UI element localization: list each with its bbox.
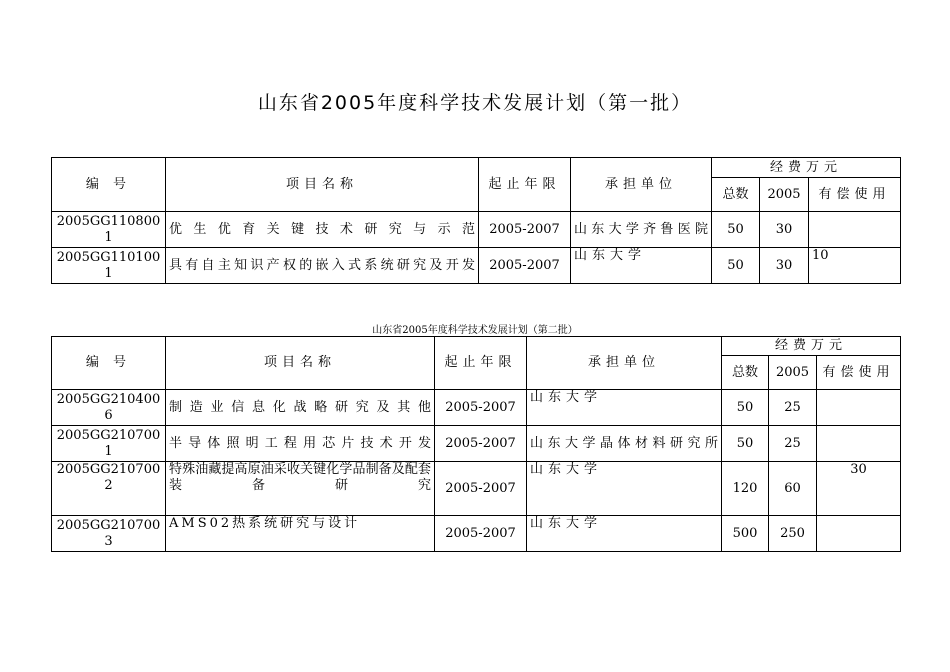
- table-row: [52, 248, 901, 284]
- cell-total: 500: [722, 516, 769, 552]
- cell-total: 50: [712, 248, 760, 284]
- cell-2005: 30: [760, 248, 809, 284]
- cell-repay: [809, 212, 901, 248]
- header-repay: 有偿使用: [817, 356, 901, 390]
- cell-name: AMS02热系统研究与设计: [166, 516, 435, 552]
- project-table-batch2: [51, 336, 901, 552]
- cell-period: 2005-2007: [435, 426, 527, 462]
- header-period: 起止年限: [435, 337, 527, 390]
- cell-unit: 山东大学: [527, 390, 722, 426]
- cell-repay: 30: [817, 462, 901, 516]
- cell-unit: 山东大学: [527, 462, 722, 516]
- header-period: 起止年限: [479, 158, 571, 212]
- cell-id: 2005GG1108001: [52, 212, 166, 248]
- header-2005: 2005: [769, 356, 817, 390]
- cell-id: 2005GG2107003: [52, 516, 166, 552]
- cell-2005: 60: [769, 462, 817, 516]
- header-total: 总数: [722, 356, 769, 390]
- cell-2005: 30: [760, 212, 809, 248]
- header-funding: 经费万元: [722, 337, 901, 356]
- cell-id: 2005GG2107001: [52, 426, 166, 462]
- cell-2005: 25: [769, 390, 817, 426]
- cell-unit: 山东大学: [527, 516, 722, 552]
- header-id: 编 号: [52, 158, 166, 212]
- cell-name: 特殊油藏提高原油采收关键化学品制备及配套装备研究: [166, 462, 435, 516]
- table-row: [52, 462, 901, 516]
- header-2005: 2005: [760, 178, 809, 212]
- cell-period: 2005-2007: [479, 248, 571, 284]
- doc-title-batch1: 山东省2005年度科学技术发展计划（第一批）: [257, 92, 693, 114]
- header-funding: 经费万元: [712, 158, 901, 178]
- cell-period: 2005-2007: [435, 516, 527, 552]
- cell-total: 50: [712, 212, 760, 248]
- header-unit: 承担单位: [571, 158, 712, 212]
- cell-total: 120: [722, 462, 769, 516]
- header-total: 总数: [712, 178, 760, 212]
- doc-title-batch2: 山东省2005年度科学技术发展计划（第二批）: [372, 325, 578, 336]
- project-table-batch1: [51, 157, 901, 284]
- table-row: [52, 212, 901, 248]
- table-row: [52, 516, 901, 552]
- header-id: 编 号: [52, 337, 166, 390]
- cell-total: 50: [722, 390, 769, 426]
- cell-unit: 山东大学齐鲁医院: [571, 212, 712, 248]
- cell-total: 50: [722, 426, 769, 462]
- cell-name: 半导体照明工程用芯片技术开发: [166, 426, 435, 462]
- cell-unit: 山东大学: [571, 248, 712, 284]
- header-name: 项目名称: [166, 337, 435, 390]
- header-unit: 承担单位: [527, 337, 722, 390]
- cell-2005: 250: [769, 516, 817, 552]
- cell-name: 制造业信息化战略研究及其他: [166, 390, 435, 426]
- table-row: [52, 390, 901, 426]
- cell-period: 2005-2007: [435, 390, 527, 426]
- cell-repay: [817, 390, 901, 426]
- cell-name: 具有自主知识产权的嵌入式系统研究及开发: [166, 248, 479, 284]
- table-row: [52, 426, 901, 462]
- cell-period: 2005-2007: [435, 462, 527, 516]
- cell-id: 2005GG1101001: [52, 248, 166, 284]
- cell-repay: [817, 516, 901, 552]
- cell-name: 优生优育关键技术研究与示范: [166, 212, 479, 248]
- cell-repay: [817, 426, 901, 462]
- cell-id: 2005GG2104006: [52, 390, 166, 426]
- cell-repay: 10: [809, 248, 901, 284]
- header-repay: 有偿使用: [809, 178, 901, 212]
- cell-period: 2005-2007: [479, 212, 571, 248]
- cell-unit: 山东大学晶体材料研究所: [527, 426, 722, 462]
- header-name: 项目名称: [166, 158, 479, 212]
- cell-id: 2005GG2107002: [52, 462, 166, 516]
- cell-2005: 25: [769, 426, 817, 462]
